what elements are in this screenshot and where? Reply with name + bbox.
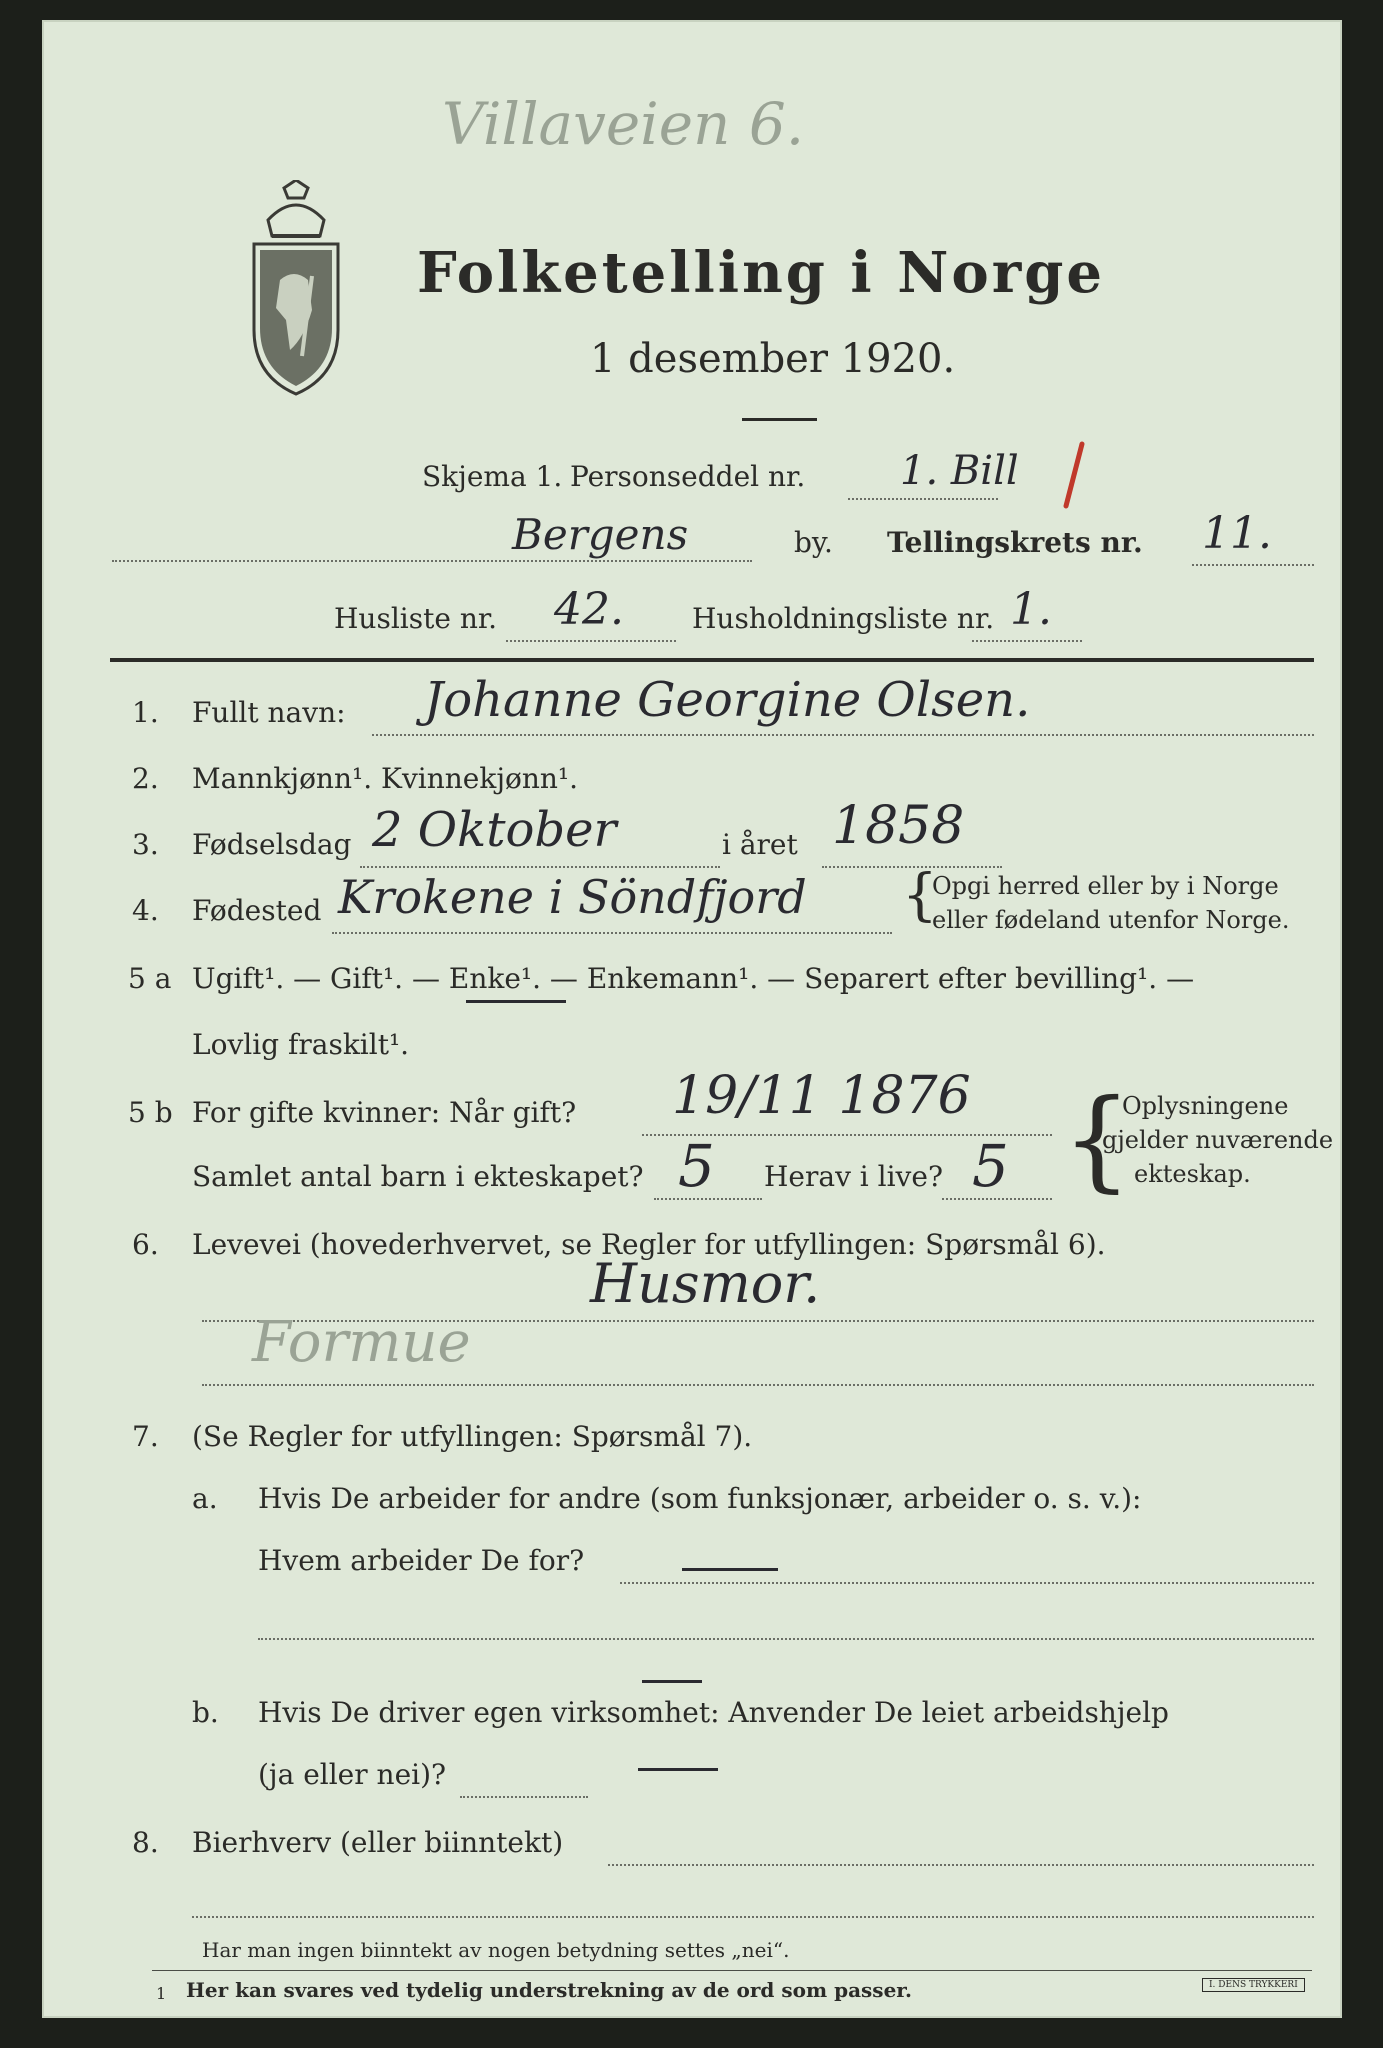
q7-label: (Se Regler for utfyllingen: Spørsmål 7). bbox=[192, 1420, 753, 1453]
q7b-number: b. bbox=[192, 1696, 219, 1729]
city-line bbox=[112, 560, 752, 562]
q2-label: Mannkjønn¹. Kvinnekjønn¹. bbox=[192, 762, 579, 795]
q5b-label: For gifte kvinner: Når gift? bbox=[192, 1096, 577, 1129]
q5b-number: 5 b bbox=[128, 1096, 173, 1129]
q4-label: Fødested bbox=[192, 894, 322, 927]
city-value[interactable]: Bergens bbox=[512, 510, 689, 559]
q1-number: 1. bbox=[132, 696, 159, 729]
q8-number: 8. bbox=[132, 1826, 159, 1859]
q5b-brace: { bbox=[1062, 1075, 1132, 1203]
tellingskrets-label: Tellingskrets nr. bbox=[887, 526, 1143, 559]
personseddel-value[interactable]: 1. Bill bbox=[900, 448, 1019, 494]
footnote-text: Her kan svares ved tydelig understrekning av de ord som passer. bbox=[186, 1978, 912, 2002]
q1-label: Fullt navn: bbox=[192, 696, 346, 729]
children-value[interactable]: 5 bbox=[678, 1132, 715, 1200]
coat-of-arms-icon bbox=[246, 180, 346, 400]
husliste-label: Husliste nr. bbox=[334, 602, 498, 635]
q4-note-1: Opgi herred eller by i Norge bbox=[932, 872, 1279, 900]
q4-number: 4. bbox=[132, 894, 159, 927]
skjema-label: Skjema 1. bbox=[422, 460, 563, 493]
q2-number: 2. bbox=[132, 762, 159, 795]
hired-help-line bbox=[460, 1796, 588, 1798]
full-name-line bbox=[372, 734, 1314, 736]
title-rule bbox=[742, 418, 817, 421]
birthplace-value[interactable]: Krokene i Söndfjord bbox=[338, 870, 807, 924]
married-value[interactable]: 19/11 1876 bbox=[672, 1066, 971, 1126]
birthplace-line bbox=[332, 932, 892, 934]
full-name-value[interactable]: Johanne Georgine Olsen. bbox=[424, 672, 1031, 728]
q5b-note-3: ekteskap. bbox=[1134, 1160, 1251, 1188]
year-label: i året bbox=[722, 828, 798, 861]
tellingskrets-line bbox=[1192, 564, 1314, 566]
q7a-employer-label: Hvem arbeider De for? bbox=[258, 1544, 585, 1577]
birthday-value[interactable]: 2 Oktober bbox=[372, 802, 617, 858]
q3-number: 3. bbox=[132, 828, 159, 861]
red-pencil-check-icon bbox=[1052, 440, 1092, 510]
employer-dash bbox=[682, 1568, 778, 1571]
alive-label: Herav i live? bbox=[764, 1160, 943, 1193]
personseddel-label: Personseddel nr. bbox=[570, 460, 806, 493]
husholdning-value[interactable]: 1. bbox=[1010, 584, 1052, 635]
alive-value[interactable]: 5 bbox=[972, 1132, 1009, 1200]
footer-note: Har man ingen biinntekt av nogen betydning settes „nei“. bbox=[202, 1938, 790, 1962]
hired-help-dash bbox=[638, 1768, 718, 1771]
census-form bbox=[42, 20, 1342, 2018]
q7b-dash bbox=[642, 1680, 702, 1683]
census-date: 1 desember 1920. bbox=[590, 336, 956, 382]
footer-rule bbox=[152, 1970, 1312, 1971]
occupation-margin-value: Formue bbox=[252, 1310, 471, 1375]
personseddel-line bbox=[848, 498, 998, 500]
header-divider bbox=[110, 658, 1314, 662]
q6-label: Levevei (hovederhvervet, se Regler for utfyllingen: Spørsmål 6). bbox=[192, 1228, 1106, 1261]
city-label: by. bbox=[794, 526, 833, 559]
occupation-value[interactable]: Husmor. bbox=[590, 1252, 821, 1315]
address-note: Villaveien 6. bbox=[442, 90, 805, 158]
q7b-hired-help-label: (ja eller nei)? bbox=[258, 1758, 447, 1791]
q7a-number: a. bbox=[192, 1482, 218, 1515]
birthday-line bbox=[360, 866, 720, 868]
q8-label: Bierhverv (eller biinntekt) bbox=[192, 1826, 564, 1859]
q7b-question: Hvis De driver egen virksomhet: Anvender De leiet arbeidshjelp bbox=[258, 1696, 1169, 1729]
husholdning-label: Husholdningsliste nr. bbox=[692, 602, 995, 635]
tellingskrets-value[interactable]: 11. bbox=[1202, 508, 1272, 559]
birth-year-value[interactable]: 1858 bbox=[832, 796, 965, 856]
side-income-line-2 bbox=[192, 1916, 1314, 1918]
form-title: Folketelling i Norge bbox=[417, 240, 1106, 306]
q4-note-2: eller fødeland utenfor Norge. bbox=[932, 906, 1290, 934]
q7-number: 7. bbox=[132, 1420, 159, 1453]
q3-label: Fødselsdag bbox=[192, 828, 352, 861]
occupation-line-2 bbox=[202, 1384, 1314, 1386]
employer-line-2 bbox=[258, 1638, 1314, 1640]
printer-stamp: I. DENS TRYKKERI bbox=[1202, 1978, 1305, 1992]
husliste-value[interactable]: 42. bbox=[554, 584, 624, 635]
q5a-number: 5 a bbox=[128, 962, 172, 995]
enke-underline bbox=[466, 1000, 566, 1003]
children-label: Samlet antal barn i ekteskapet? bbox=[192, 1160, 644, 1193]
q4-brace: { bbox=[902, 863, 938, 928]
husliste-line bbox=[506, 640, 676, 642]
employer-line bbox=[620, 1582, 1314, 1584]
husholdning-line bbox=[972, 640, 1082, 642]
q5b-note-1: Oplysningene bbox=[1122, 1092, 1289, 1120]
side-income-line bbox=[608, 1864, 1314, 1866]
q5a-options: Ugift¹. — Gift¹. — Enke¹. — Enkemann¹. — Separert efter bevilling¹. — bbox=[192, 962, 1195, 995]
footnote-mark: 1 bbox=[156, 1984, 167, 2003]
q7a-question: Hvis De arbeider for andre (som funksjonær, arbeider o. s. v.): bbox=[258, 1482, 1142, 1515]
q5b-note-2: gjelder nuværende bbox=[1102, 1126, 1334, 1154]
q6-number: 6. bbox=[132, 1228, 159, 1261]
q5a-options-2: Lovlig fraskilt¹. bbox=[192, 1028, 410, 1061]
